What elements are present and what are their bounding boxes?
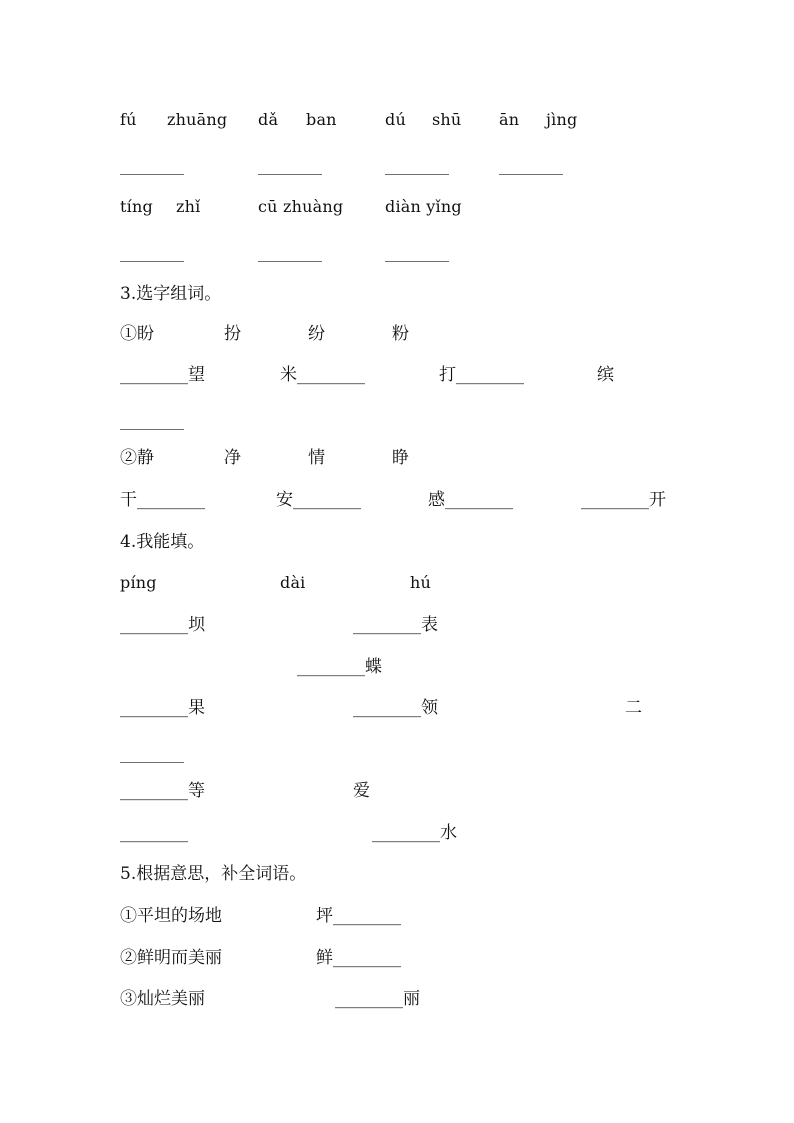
fill-blank[interactable]: 打________	[439, 365, 524, 385]
char-option: 睁	[392, 448, 409, 468]
fill-blank[interactable]: ________	[120, 411, 184, 430]
pinyin: fú	[120, 110, 137, 129]
answer-blank[interactable]: ________	[120, 156, 184, 175]
char-option: 扮	[224, 324, 241, 344]
pinyin: jìng	[546, 110, 578, 129]
fill-blank[interactable]: ________丽	[335, 989, 420, 1009]
q4-row	[0, 742, 794, 766]
pinyin: hú	[410, 573, 432, 592]
pinyin-row-2	[0, 195, 794, 219]
meaning-text: ①平坦的场地	[120, 906, 222, 926]
q4-row	[0, 655, 794, 679]
pinyin: dú	[385, 110, 406, 129]
fill-blank[interactable]: 米________	[280, 365, 365, 385]
fill-blank[interactable]: ________水	[372, 823, 457, 843]
pinyin: shū	[432, 110, 462, 129]
fill-blank[interactable]: 鲜________	[316, 948, 401, 968]
fill-blank[interactable]: 缤	[597, 365, 614, 385]
q4-row	[0, 821, 794, 845]
pinyin: píng	[120, 573, 157, 592]
pinyin-row-1	[0, 108, 794, 132]
question-4	[0, 530, 794, 554]
fill-blank[interactable]: ________等	[120, 781, 205, 801]
question-title: 4.我能填。	[120, 532, 205, 552]
char-option: 净	[224, 448, 241, 468]
answer-blank[interactable]: ________	[258, 243, 322, 262]
fill-blank[interactable]: ________领	[353, 698, 438, 718]
fill-blank[interactable]: 感________	[428, 490, 513, 510]
meaning-text: ③灿烂美丽	[120, 989, 205, 1009]
fill-blank[interactable]: ________	[120, 744, 184, 763]
char-label: 爱	[353, 781, 370, 801]
question-5	[0, 862, 794, 886]
q4-row	[0, 613, 794, 637]
q5-item	[0, 946, 794, 970]
answer-blank[interactable]: ________	[385, 243, 449, 262]
fill-blank[interactable]: 干________	[120, 490, 205, 510]
fill-blank[interactable]: ________望	[120, 365, 205, 385]
pinyin: cū zhuàng	[258, 197, 344, 216]
question-3	[0, 282, 794, 306]
char-option: 情	[308, 448, 325, 468]
answer-blank[interactable]: ________	[258, 156, 322, 175]
question-title: 3.选字组词。	[120, 284, 222, 304]
q4-row	[0, 779, 794, 803]
fill-blank[interactable]: ________蝶	[297, 657, 382, 677]
fill-blank[interactable]: ________	[120, 823, 188, 843]
q5-item	[0, 987, 794, 1011]
answer-blank[interactable]: ________	[385, 156, 449, 175]
answer-blanks-row-1	[0, 154, 794, 178]
q4-row	[0, 696, 794, 720]
fill-blank[interactable]: 坪________	[316, 906, 401, 926]
answer-blank[interactable]: ________	[120, 243, 184, 262]
fill-row-1	[0, 363, 794, 387]
pinyin: zhǐ	[176, 197, 201, 216]
char-group-2	[0, 446, 794, 470]
fill-row-1-wrap	[0, 409, 794, 433]
meaning-text: ②鲜明而美丽	[120, 948, 222, 968]
fill-row-2	[0, 488, 794, 512]
fill-blank[interactable]: 安________	[276, 490, 361, 510]
char-group-1	[0, 322, 794, 346]
char-option: ②静	[120, 448, 154, 468]
answer-blank[interactable]: ________	[499, 156, 563, 175]
pinyin: dài	[280, 573, 306, 592]
pinyin: zhuāng	[167, 110, 228, 129]
pinyin: diàn yǐng	[385, 197, 462, 216]
q5-item	[0, 904, 794, 928]
fill-blank[interactable]: ________果	[120, 698, 205, 718]
answer-blanks-row-2	[0, 241, 794, 265]
fill-blank[interactable]: ________坝	[120, 615, 205, 635]
fill-blank[interactable]: ________表	[353, 615, 438, 635]
char-option: ①盼	[120, 324, 154, 344]
char-option: 纷	[308, 324, 325, 344]
pinyin: tíng	[120, 197, 153, 216]
pinyin: dǎ	[258, 110, 279, 129]
char-option: 粉	[392, 324, 409, 344]
question-title: 5.根据意思，补全词语。	[120, 864, 307, 884]
fill-blank[interactable]: ________开	[581, 490, 666, 510]
char-label: 二	[625, 698, 642, 718]
q4-pinyin-row	[0, 571, 794, 595]
pinyin: ban	[306, 110, 337, 129]
pinyin: ān	[499, 110, 520, 129]
